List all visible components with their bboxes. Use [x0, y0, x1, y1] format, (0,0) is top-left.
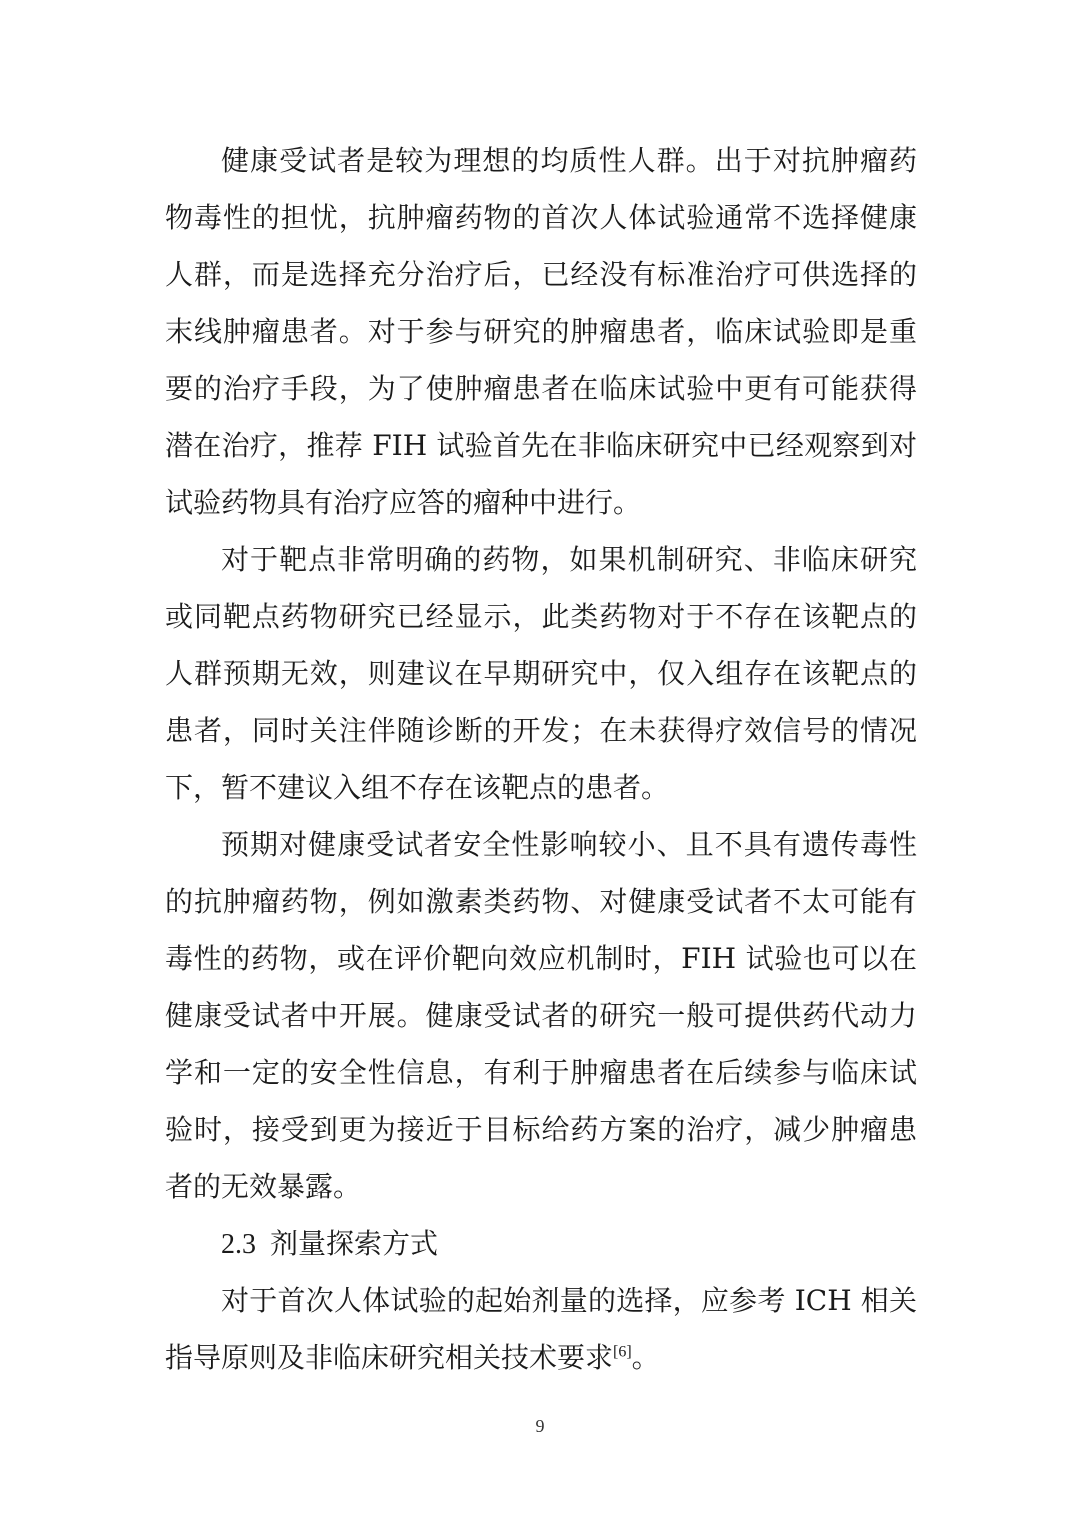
section-title: 剂量探索方式 — [270, 1227, 439, 1260]
paragraph-line: 学和一定的安全性信息，有利于肿瘤患者在后续参与临床试 — [165, 1056, 917, 1089]
paragraph-line: 人群预期无效，则建议在早期研究中，仅入组存在该靶点的 — [165, 657, 917, 690]
paragraph-line: 预期对健康受试者安全性影响较小、且不具有遗传毒性 — [221, 828, 917, 861]
paragraph-line: 对于首次人体试验的起始剂量的选择，应参考 ICH 相关 — [221, 1284, 917, 1317]
paragraph-line: 者的无效暴露。 — [165, 1170, 362, 1203]
paragraph-line: 下，暂不建议入组不存在该靶点的患者。 — [165, 771, 670, 804]
paragraph-line-end: 。 — [631, 1341, 660, 1374]
page-number: 9 — [535, 1416, 545, 1436]
paragraph-line: 潜在治疗，推荐 FIH 试验首先在非临床研究中已经观察到对 — [165, 429, 917, 462]
paragraph-line: 要的治疗手段，为了使肿瘤患者在临床试验中更有可能获得 — [165, 372, 917, 405]
text-body — [165, 132, 917, 1386]
paragraph-line: 健康受试者中开展。健康受试者的研究一般可提供药代动力 — [165, 999, 917, 1032]
paragraph-line: 患者，同时关注伴随诊断的开发；在未获得疗效信号的情况 — [165, 714, 917, 747]
paragraph-3 — [165, 816, 917, 1215]
section-heading — [165, 1215, 917, 1272]
paragraph-2 — [165, 531, 917, 816]
paragraph-line: 人群，而是选择充分治疗后，已经没有标准治疗可供选择的 — [165, 258, 917, 291]
paragraph-line: 试验药物具有治疗应答的瘤种中进行。 — [165, 486, 642, 519]
paragraph-line — [165, 1329, 917, 1386]
paragraph-line: 末线肿瘤患者。对于参与研究的肿瘤患者，临床试验即是重 — [165, 315, 917, 348]
paragraph-line: 对于靶点非常明确的药物，如果机制研究、非临床研究 — [221, 543, 917, 576]
paragraph-line: 验时，接受到更为接近于目标给药方案的治疗，减少肿瘤患 — [165, 1113, 917, 1146]
paragraph-line: 健康受试者是较为理想的均质性人群。出于对抗肿瘤药 — [221, 144, 917, 177]
paragraph-4 — [165, 1272, 917, 1386]
paragraph-line: 的抗肿瘤药物，例如激素类药物、对健康受试者不太可能有 — [165, 885, 917, 918]
paragraph-line: 毒性的药物，或在评价靶向效应机制时，FIH 试验也可以在 — [165, 942, 917, 975]
paragraph-line: 物毒性的担忧，抗肿瘤药物的首次人体试验通常不选择健康 — [165, 201, 917, 234]
citation-reference[interactable]: [6] — [613, 1343, 632, 1361]
paragraph-line-text: 指导原则及非临床研究相关技术要求 — [165, 1341, 614, 1374]
paragraph-1 — [165, 132, 917, 531]
paragraph-line: 或同靶点药物研究已经显示，此类药物对于不存在该靶点的 — [165, 600, 917, 633]
section-number: 2.3 — [221, 1229, 256, 1260]
